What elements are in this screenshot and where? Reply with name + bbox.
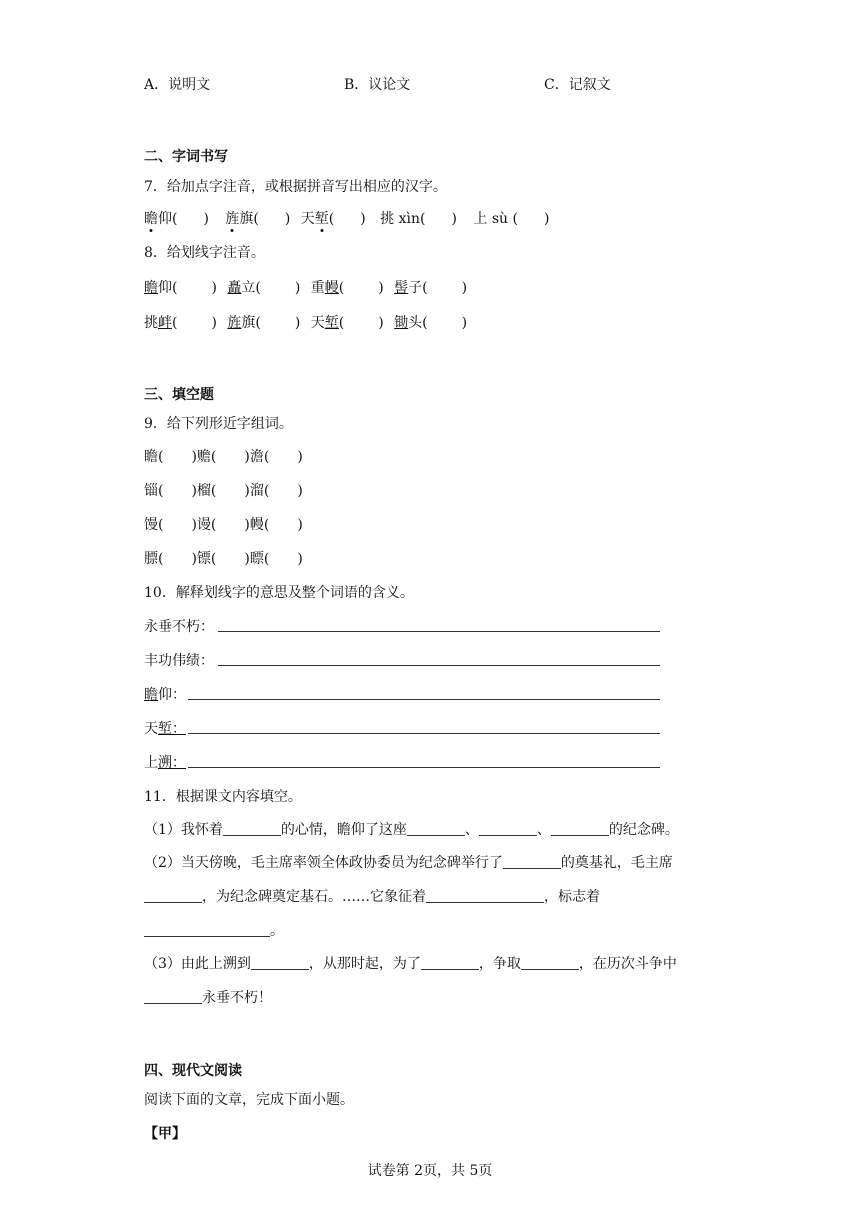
- option-c: C．记叙文: [544, 77, 611, 93]
- question-9-row-1: 瞻( )赡( )澹( ): [144, 449, 303, 465]
- answer-line[interactable]: [188, 733, 660, 734]
- fill-blank[interactable]: [426, 888, 544, 903]
- fill-blank[interactable]: [407, 821, 465, 836]
- question-9-row-2: 锱( )榴( )溜( ): [144, 483, 303, 499]
- question-11-part-2-line-3: 。: [144, 920, 284, 940]
- question-9-row-4: 膘( )镖( )瞟( ): [144, 551, 303, 567]
- question-11-part-1: （1）我怀着 的心情，瞻仰了这座 、 、 的纪念碑。: [144, 822, 679, 838]
- question-7-text: 7．给加点字注音，或根据拼音写出相应的汉字。: [144, 179, 447, 195]
- question-11-part-2-line-1: （2）当天傍晚，毛主席率领全体政协委员为纪念碑举行了 的奠基礼，毛主席: [144, 855, 673, 871]
- q10-label-zhanyang: 瞻仰：: [144, 687, 186, 703]
- answer-line[interactable]: [188, 699, 660, 700]
- passage-label: 【甲】: [144, 1126, 186, 1142]
- option-b: B．议论文: [344, 77, 411, 93]
- q10-label-tianqian: 天堑：: [144, 721, 186, 737]
- q10-label-fenggong: 丰功伟绩：: [144, 653, 214, 669]
- fill-blank[interactable]: [144, 989, 202, 1004]
- fill-blank[interactable]: [479, 821, 537, 836]
- answer-line[interactable]: [188, 767, 660, 768]
- question-8-row-1: 瞻仰( ) 矗立( ) 重幔( ) 髻子( ): [144, 280, 468, 296]
- question-8-text: 8．给划线字注音。: [144, 245, 265, 261]
- question-9-text: 9．给下列形近字组词。: [144, 416, 293, 432]
- section-4-intro: 阅读下面的文章，完成下面小题。: [144, 1092, 354, 1108]
- question-7-items: 瞻仰( ) 旌旗( ) 天堑( ) 挑 xìn( ) 上 sù ( ): [144, 211, 550, 227]
- answer-line[interactable]: [218, 631, 660, 632]
- fill-blank[interactable]: [144, 922, 270, 937]
- question-11-text: 11．根据课文内容填空。: [144, 789, 302, 805]
- question-11-part-3-line-2: 永垂不朽！: [144, 987, 272, 1007]
- q10-label-yongchui: 永垂不朽：: [144, 619, 214, 635]
- question-9-row-3: 馒( )谩( )幔( ): [144, 517, 303, 533]
- section-3-title: 三、填空题: [144, 387, 214, 403]
- fill-blank[interactable]: [421, 955, 479, 970]
- question-11-part-2-line-2: ，为纪念碑奠定基石。……它象征着 ，标志着: [144, 886, 600, 906]
- fill-blank[interactable]: [551, 821, 609, 836]
- q10-label-shangsu: 上溯：: [144, 755, 186, 771]
- fill-blank[interactable]: [251, 955, 309, 970]
- option-a: A．说明文: [144, 77, 211, 93]
- fill-blank[interactable]: [503, 854, 561, 869]
- question-10-text: 10．解释划线字的意思及整个词语的含义。: [144, 585, 414, 601]
- fill-blank[interactable]: [521, 955, 579, 970]
- fill-blank[interactable]: [144, 888, 202, 903]
- question-11-part-3-line-1: （3）由此上溯到 ，从那时起，为了 ，争取 ，在历次斗争中: [144, 956, 677, 972]
- section-4-title: 四、现代文阅读: [144, 1063, 242, 1079]
- section-2-title: 二、字词书写: [144, 149, 228, 165]
- question-8-row-2: 挑衅( ) 旌旗( ) 天堑( ) 锄头( ): [144, 315, 468, 331]
- page-footer: 试卷第 2页，共 5页: [367, 1163, 493, 1179]
- fill-blank[interactable]: [223, 821, 281, 836]
- answer-line[interactable]: [218, 665, 660, 666]
